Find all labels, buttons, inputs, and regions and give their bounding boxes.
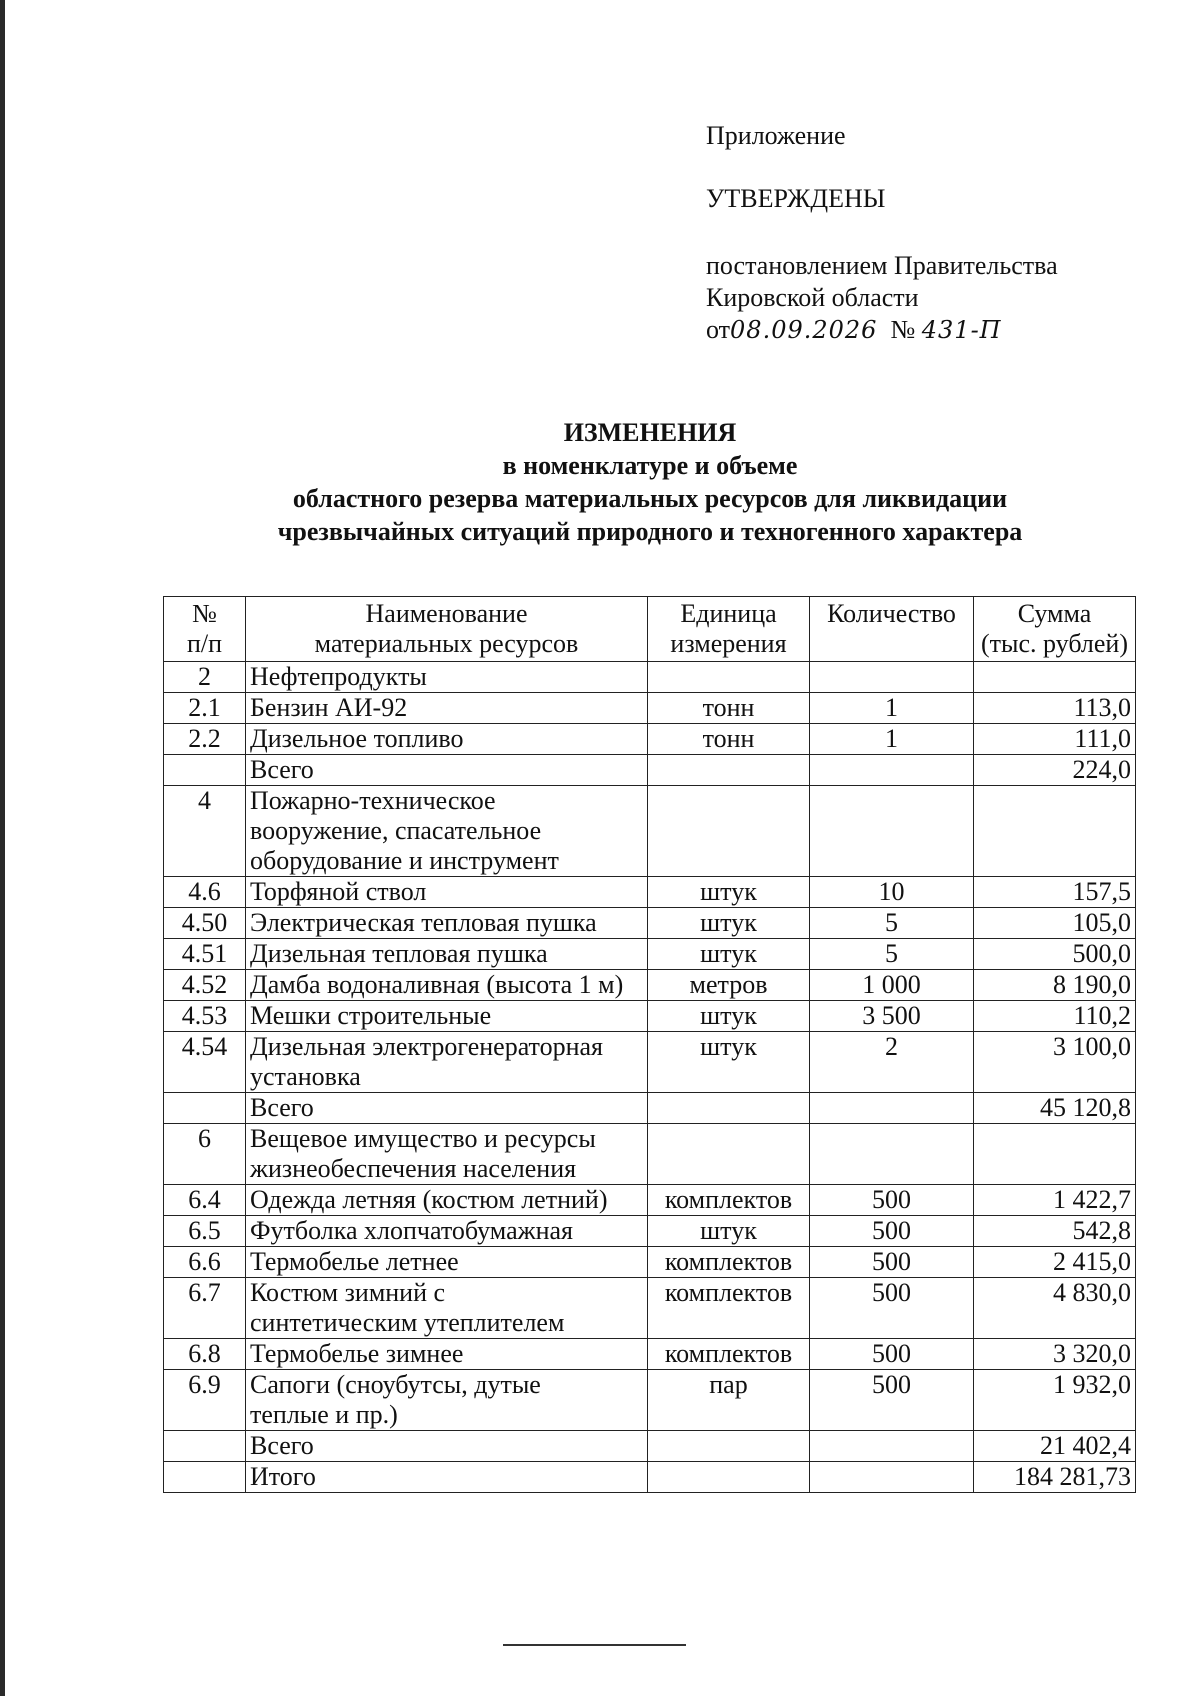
- table-row: [164, 693, 1136, 724]
- title-line3: чрезвычайных ситуаций природного и техногенного характера: [277, 517, 1023, 546]
- table-row: [164, 1124, 1136, 1185]
- row-number: [164, 755, 246, 786]
- resource-name: [246, 1032, 648, 1093]
- from-prefix: от: [706, 315, 731, 344]
- table-row: [164, 1462, 1136, 1493]
- resource-name-line: Дамба водоналивная (высота 1 м): [250, 970, 624, 999]
- quantity-cell: 5: [810, 908, 974, 939]
- quantity-cell: 500: [810, 1370, 974, 1431]
- resource-name: [246, 1124, 648, 1185]
- title-main: ИЗМЕНЕНИЯ: [563, 418, 737, 447]
- resource-name: [246, 724, 648, 755]
- sum-cell: [974, 662, 1136, 693]
- header-unit: Единица измерения: [648, 597, 810, 662]
- resource-name: [246, 1339, 648, 1370]
- approved-by-line1: постановлением Правительства: [706, 251, 1058, 280]
- table-row: [164, 908, 1136, 939]
- resource-name-line: Дизельное топливо: [250, 724, 464, 753]
- unit-cell: тонн: [648, 693, 810, 724]
- unit-cell: штук: [648, 939, 810, 970]
- quantity-cell: 500: [810, 1247, 974, 1278]
- sum-cell: 45 120,8: [974, 1093, 1136, 1124]
- approved-by-line2: Кировской области: [706, 283, 919, 312]
- resource-name: [246, 1431, 648, 1462]
- table-row: [164, 1431, 1136, 1462]
- row-number: 6: [164, 1124, 246, 1185]
- footer-separator-line: [503, 1644, 686, 1646]
- sum-cell: 224,0: [974, 755, 1136, 786]
- row-number: [164, 1462, 246, 1493]
- quantity-cell: [810, 1431, 974, 1462]
- row-number: 4.52: [164, 970, 246, 1001]
- quantity-cell: 10: [810, 877, 974, 908]
- unit-cell: комплектов: [648, 1247, 810, 1278]
- quantity-cell: 500: [810, 1339, 974, 1370]
- row-number: 4.53: [164, 1001, 246, 1032]
- sum-cell: 4 830,0: [974, 1278, 1136, 1339]
- quantity-cell: 3 500: [810, 1001, 974, 1032]
- table-row: [164, 1093, 1136, 1124]
- title-line1: в номенклатуре и объеме: [502, 451, 798, 480]
- sum-cell: 184 281,73: [974, 1462, 1136, 1493]
- resource-name-line: Всего: [250, 1093, 314, 1122]
- table-row: [164, 1339, 1136, 1370]
- sum-cell: [974, 786, 1136, 877]
- resource-name: [246, 786, 648, 877]
- quantity-cell: [810, 1124, 974, 1185]
- unit-cell: [648, 1093, 810, 1124]
- quantity-cell: [810, 662, 974, 693]
- resource-name-line: Одежда летняя (костюм летний): [250, 1185, 608, 1214]
- row-number: [164, 1093, 246, 1124]
- sum-cell: 113,0: [974, 693, 1136, 724]
- row-number: 6.9: [164, 1370, 246, 1431]
- row-number: 4.54: [164, 1032, 246, 1093]
- resource-name-line: Дизельная электрогенераторная: [250, 1032, 603, 1061]
- resource-name: [246, 1278, 648, 1339]
- resource-name-line: Нефтепродукты: [250, 662, 427, 691]
- resource-name-line: Электрическая тепловая пушка: [250, 908, 597, 937]
- resource-name: [246, 755, 648, 786]
- row-number: [164, 1431, 246, 1462]
- sum-cell: 110,2: [974, 1001, 1136, 1032]
- sum-cell: 1 422,7: [974, 1185, 1136, 1216]
- table-row: [164, 1216, 1136, 1247]
- resource-name: [246, 1370, 648, 1431]
- resource-name: [246, 1247, 648, 1278]
- resource-name-line: Термобелье летнее: [250, 1247, 459, 1276]
- header-num: № п/п: [164, 597, 246, 662]
- resource-name-line: Дизельная тепловая пушка: [250, 939, 548, 968]
- resource-name: [246, 1462, 648, 1493]
- quantity-cell: 1 000: [810, 970, 974, 1001]
- table-row: [164, 662, 1136, 693]
- unit-cell: штук: [648, 1032, 810, 1093]
- resource-name-line: вооружение, спасательное: [250, 816, 542, 845]
- title-line2: областного резерва материальных ресурсов для ликвидации: [292, 484, 1008, 513]
- table-row: [164, 939, 1136, 970]
- resource-name-line: жизнеобеспечения населения: [250, 1154, 577, 1183]
- resource-name: [246, 662, 648, 693]
- unit-cell: штук: [648, 1216, 810, 1247]
- quantity-cell: 500: [810, 1216, 974, 1247]
- sum-cell: [974, 1124, 1136, 1185]
- table-body: [164, 662, 1136, 1493]
- sum-cell: 8 190,0: [974, 970, 1136, 1001]
- unit-cell: штук: [648, 877, 810, 908]
- row-number: 2.2: [164, 724, 246, 755]
- document-title: [150, 416, 1150, 548]
- sum-cell: 111,0: [974, 724, 1136, 755]
- table-row: [164, 786, 1136, 877]
- resource-name-line: Торфяной ствол: [250, 877, 427, 906]
- sum-cell: 2 415,0: [974, 1247, 1136, 1278]
- resource-name: [246, 939, 648, 970]
- table-row: [164, 970, 1136, 1001]
- resource-name-line: установка: [250, 1062, 361, 1091]
- table-row: [164, 1247, 1136, 1278]
- number-prefix: №: [890, 315, 916, 344]
- row-number: 6.5: [164, 1216, 246, 1247]
- quantity-cell: [810, 1462, 974, 1493]
- row-number: 4.6: [164, 877, 246, 908]
- table-row: [164, 1278, 1136, 1339]
- table-row: [164, 1001, 1136, 1032]
- unit-cell: тонн: [648, 724, 810, 755]
- unit-cell: [648, 1431, 810, 1462]
- quantity-cell: 500: [810, 1278, 974, 1339]
- sum-cell: 3 320,0: [974, 1339, 1136, 1370]
- resource-name: [246, 693, 648, 724]
- resource-name: [246, 1216, 648, 1247]
- quantity-cell: 5: [810, 939, 974, 970]
- table-row: [164, 877, 1136, 908]
- unit-cell: комплектов: [648, 1278, 810, 1339]
- quantity-cell: 1: [810, 724, 974, 755]
- quantity-cell: [810, 786, 974, 877]
- scan-left-edge: [0, 0, 5, 1696]
- resources-table: [163, 596, 1136, 1493]
- sum-cell: 1 932,0: [974, 1370, 1136, 1431]
- sum-cell: 3 100,0: [974, 1032, 1136, 1093]
- approval-date-number: [706, 314, 1058, 346]
- resource-name: [246, 1093, 648, 1124]
- table-row: [164, 755, 1136, 786]
- sum-cell: 21 402,4: [974, 1431, 1136, 1462]
- header-qty: Количество: [810, 597, 974, 662]
- row-number: 2.1: [164, 693, 246, 724]
- resource-name-line: синтетическим утеплителем: [250, 1308, 565, 1337]
- quantity-cell: 2: [810, 1032, 974, 1093]
- sum-cell: 542,8: [974, 1216, 1136, 1247]
- resource-name-line: Бензин АИ-92: [250, 693, 408, 722]
- resource-name-line: Футболка хлопчатобумажная: [250, 1216, 573, 1245]
- handwritten-number: 431-П: [921, 316, 1002, 344]
- quantity-cell: 1: [810, 693, 974, 724]
- resource-name-line: Термобелье зимнее: [250, 1339, 464, 1368]
- resource-name: [246, 877, 648, 908]
- resource-name: [246, 1185, 648, 1216]
- resource-name-line: Мешки строительные: [250, 1001, 492, 1030]
- handwritten-date: 08.09.2026: [730, 316, 878, 344]
- unit-cell: [648, 1124, 810, 1185]
- unit-cell: метров: [648, 970, 810, 1001]
- table-row: [164, 1370, 1136, 1431]
- approved-label: УТВЕРЖДЕНЫ: [706, 184, 886, 213]
- unit-cell: [648, 755, 810, 786]
- unit-cell: пар: [648, 1370, 810, 1431]
- unit-cell: [648, 786, 810, 877]
- resource-name-line: оборудование и инструмент: [250, 846, 559, 875]
- row-number: 6.6: [164, 1247, 246, 1278]
- row-number: 6.8: [164, 1339, 246, 1370]
- table-row: [164, 1185, 1136, 1216]
- resource-name: [246, 970, 648, 1001]
- unit-cell: комплектов: [648, 1185, 810, 1216]
- row-number: 2: [164, 662, 246, 693]
- resource-name-line: теплые и пр.): [250, 1400, 398, 1429]
- appendix-label: Приложение: [706, 121, 846, 150]
- unit-cell: [648, 1462, 810, 1493]
- header-name: Наименование материальных ресурсов: [246, 597, 648, 662]
- row-number: 4: [164, 786, 246, 877]
- row-number: 6.7: [164, 1278, 246, 1339]
- unit-cell: комплектов: [648, 1339, 810, 1370]
- unit-cell: штук: [648, 908, 810, 939]
- row-number: 6.4: [164, 1185, 246, 1216]
- row-number: 4.50: [164, 908, 246, 939]
- sum-cell: 105,0: [974, 908, 1136, 939]
- sum-cell: 500,0: [974, 939, 1136, 970]
- resource-name-line: Пожарно-техническое: [250, 786, 496, 815]
- resource-name: [246, 908, 648, 939]
- resource-name: [246, 1001, 648, 1032]
- resource-name-line: Итого: [250, 1462, 316, 1491]
- table-row: [164, 1032, 1136, 1093]
- table-row: [164, 724, 1136, 755]
- quantity-cell: [810, 755, 974, 786]
- row-number: 4.51: [164, 939, 246, 970]
- resource-name-line: Всего: [250, 755, 314, 784]
- resource-name-line: Вещевое имущество и ресурсы: [250, 1124, 596, 1153]
- resource-name-line: Сапоги (сноубутсы, дутые: [250, 1370, 541, 1399]
- unit-cell: [648, 662, 810, 693]
- unit-cell: штук: [648, 1001, 810, 1032]
- quantity-cell: 500: [810, 1185, 974, 1216]
- resource-name-line: Всего: [250, 1431, 314, 1460]
- sum-cell: 157,5: [974, 877, 1136, 908]
- quantity-cell: [810, 1093, 974, 1124]
- header-sum: Сумма (тыс. рублей): [974, 597, 1136, 662]
- approved-by: [706, 250, 1058, 346]
- resource-name-line: Костюм зимний с: [250, 1278, 446, 1307]
- table-header-row: [164, 597, 1136, 662]
